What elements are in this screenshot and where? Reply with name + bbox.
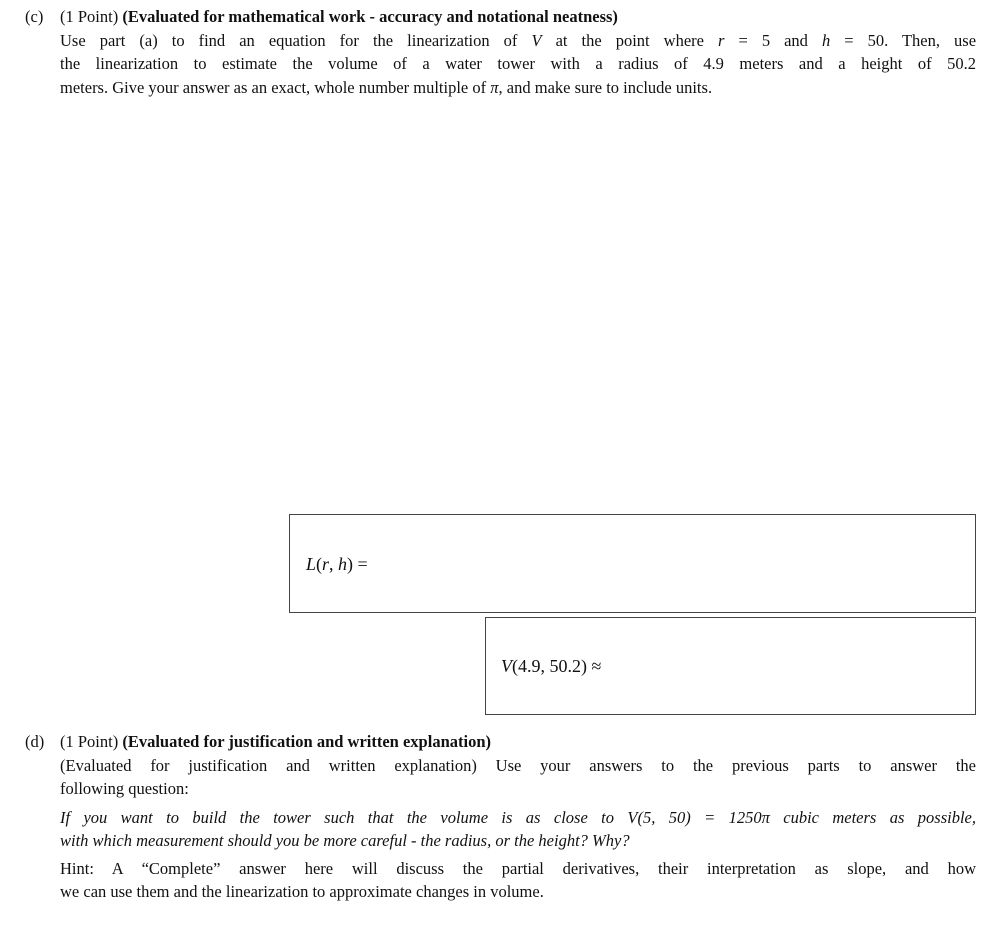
text-segment: (Evaluated for justification and written explanation) — [122, 732, 491, 751]
part-c-body-line-3 — [60, 76, 976, 100]
text-segment: (Evaluated for justification and written explanation) Use your answers to the previous parts to answer the — [60, 755, 976, 775]
text-segment: V — [531, 30, 542, 50]
text-segment: V — [501, 656, 512, 676]
text-segment: L — [306, 553, 317, 574]
part-d-hint-line-2 — [60, 880, 976, 904]
text-segment: Use part (a) to find an equation for the linearization of — [60, 30, 532, 50]
text-segment: = 50. Then, use — [830, 30, 977, 50]
answer-box-volume — [485, 617, 976, 715]
part-c-header — [60, 5, 976, 29]
part-d-label: (d) — [25, 732, 45, 751]
part-d-body-line-2 — [60, 777, 976, 801]
text-segment: Hint: A “Complete” answer here will discuss the partial derivatives, their interpretation as slope, and how — [60, 858, 976, 878]
text-segment: , and make sure to include units. — [498, 77, 713, 97]
part-c-section — [25, 5, 976, 99]
answer-box-linearization — [289, 514, 976, 613]
part-d-content — [60, 730, 976, 904]
text-segment: meters. Give your answer as an exact, whole number multiple of — [60, 77, 491, 97]
part-d-question-line-1 — [60, 806, 976, 830]
text-segment: ( — [316, 553, 323, 574]
part-c-label: (c) — [25, 7, 44, 26]
text-segment: , — [329, 553, 339, 574]
part-d-hint-line-1 — [60, 857, 976, 881]
text-segment: (1 Point) — [60, 7, 123, 26]
part-c-body-line-2 — [60, 52, 976, 76]
answer-box-linearization-label — [306, 553, 368, 575]
text-segment: π — [490, 77, 499, 97]
text-segment: r — [322, 553, 330, 574]
part-d-header — [60, 730, 976, 754]
text-segment: (4.9, 50.2) ≈ — [512, 656, 602, 676]
part-d-body-line-1 — [60, 754, 976, 778]
part-d-section — [25, 730, 976, 904]
text-segment: h — [338, 553, 348, 574]
text-segment: If you want to build the tower such that the volume is as close to V(5, 50) = 1250π cubic meters as possible, — [60, 807, 976, 827]
text-segment: following question: — [60, 779, 189, 798]
text-segment: h — [821, 30, 831, 50]
text-segment: at the point where — [541, 30, 719, 50]
text-segment: ) = — [347, 553, 368, 574]
part-d-question-line-2 — [60, 829, 976, 853]
text-segment: with which measurement should you be more careful - the radius, or the height? Why? — [60, 831, 630, 850]
part-c-body-line-1 — [60, 29, 976, 53]
part-c-content — [60, 5, 976, 99]
text-segment: r — [718, 30, 725, 50]
text-segment: = 5 and — [724, 30, 822, 50]
part-d-question-paragraph — [60, 806, 976, 853]
part-d-hint-paragraph — [60, 857, 976, 904]
answer-box-volume-label — [501, 655, 601, 677]
text-segment: the linearization to estimate the volume of a water tower with a radius of 4.9 meters and a height of 50.2 — [60, 54, 976, 73]
text-segment: (1 Point) — [60, 732, 123, 751]
text-segment: (Evaluated for mathematical work - accuracy and notational neatness) — [122, 7, 618, 26]
text-segment: we can use them and the linearization to approximate changes in volume. — [60, 882, 544, 901]
